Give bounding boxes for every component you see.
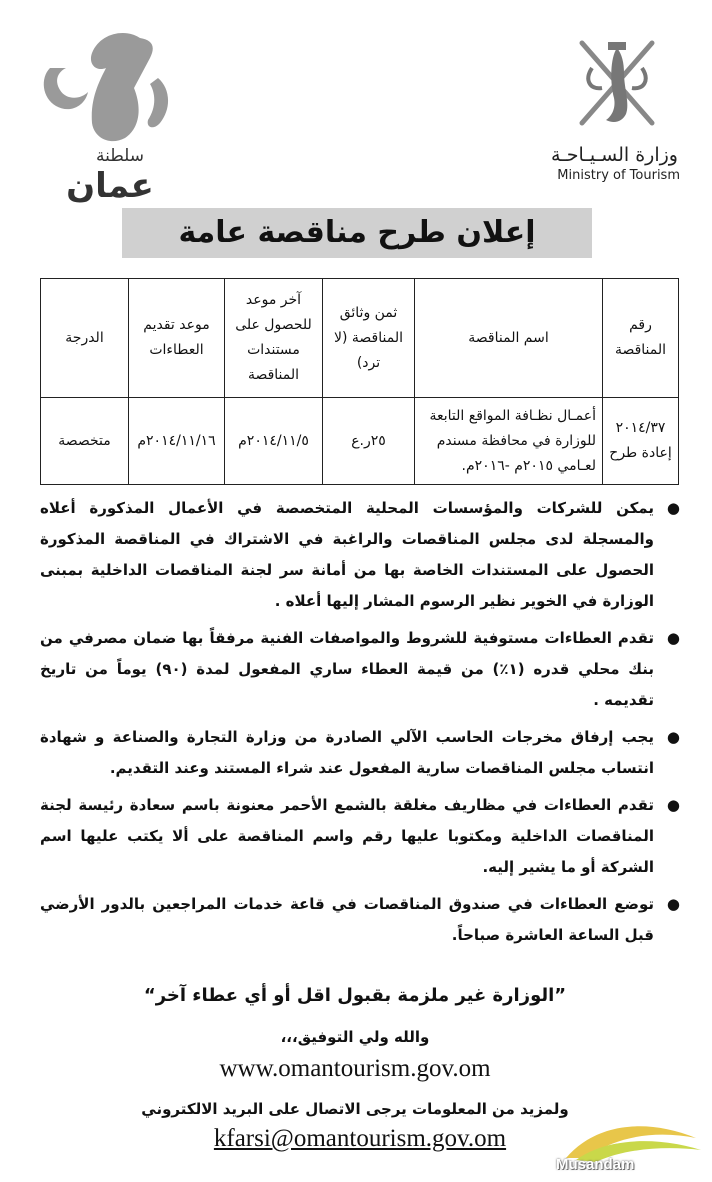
cell-tender-name: أعمـال نظـافة المواقع التابعة للوزارة في محافظة مسندم لعـامي ٢٠١٥م -٢٠١٦م. <box>415 398 603 485</box>
cell-submission-date: ٢٠١٤/١١/١٦م <box>129 398 225 485</box>
header-tender-name: اسم المناقصة <box>415 279 603 398</box>
header-document-price: ثمن وثائق المناقصة (لا ترد) <box>323 279 415 398</box>
ministry-name-ar: وزارة السـيـاحـة <box>551 144 678 166</box>
bullet-icon: ● <box>666 629 680 647</box>
table-header-row <box>41 279 679 398</box>
cell-document-price: ٢٥ر.ع <box>323 398 415 485</box>
contact-text: ولمزيد من المعلومات يرجى الاتصال على البريد الالكتروني <box>141 1100 569 1118</box>
bullet-icon: ● <box>666 796 680 814</box>
oman-emblem-icon <box>562 28 672 138</box>
bullet-icon: ● <box>666 499 680 517</box>
table-row <box>41 398 679 485</box>
page-title: إعلان طرح مناقصة عامة <box>122 208 592 258</box>
ministry-logo <box>540 28 685 188</box>
list-item <box>40 623 680 716</box>
oman-brand-logo <box>30 28 180 206</box>
condition-text: يجب إرفاق مخرجات الحاسب الآلي الصادرة من وزارة التجارة والصناعة و شهادة انتساب مجلس المناقصات سارية المفعول عند شراء المستند وعند التقديم. <box>40 728 654 777</box>
condition-text: يمكن للشركات والمؤسسات المحلية المتخصصة في الأعمال المذكورة أعلاه والمسجلة لدى مجلس المناقصات والراغبة في الاشتراك في المناقصة المذكورة الحصول على المستندات الخاصة بها من أمانة سر لجنة المناقصات الداخلية بمبنى الوزارة في الخوير نظير الرسوم المشار إليها أعلاه . <box>40 499 654 610</box>
header-submission-date: موعد تقديم العطاءات <box>129 279 225 398</box>
email-link[interactable]: kfarsi@omantourism.gov.om <box>213 1125 507 1152</box>
header-documents-deadline: آخر موعد للحصول على مستندات المناقصة <box>225 279 323 398</box>
cell-documents-deadline: ٢٠١٤/١١/٥م <box>225 398 323 485</box>
website-link[interactable]: www.omantourism.gov.om <box>219 1055 491 1082</box>
list-item <box>40 790 680 883</box>
ministry-name-en: Ministry of Tourism <box>557 168 680 183</box>
conditions-list <box>40 493 680 957</box>
oman-calligraphy-icon <box>30 28 180 153</box>
list-item <box>40 493 680 617</box>
brand-logo-line2: عمان <box>66 166 154 206</box>
musandam-watermark <box>556 1118 706 1178</box>
closing-line: والله ولي التوفيق،،، <box>280 1028 430 1046</box>
header-tender-number: رقم المناقصة <box>603 279 679 398</box>
cell-tender-number: ٢٠١٤/٣٧ إعادة طرح <box>603 398 679 485</box>
header-grade: الدرجة <box>41 279 129 398</box>
list-item <box>40 722 680 784</box>
disclaimer-notice: ”الوزارة غير ملزمة بقبول اقل أو أي عطاء آخر“ <box>143 985 567 1006</box>
watermark-text: Musandam <box>556 1156 635 1173</box>
condition-text: توضع العطاءات في صندوق المناقصات في قاعة خدمات المراجعين بالدور الأرضي قبل الساعة العاشرة صباحاً. <box>40 895 654 944</box>
condition-text: تقدم العطاءات في مظاريف مغلقة بالشمع الأحمر معنونة باسم سعادة رئيسة لجنة المناقصات الداخلية ومكتوبا عليها رقم واسم المناقصة على ألا يكتب عليها اسم الشركة أو ما يشير إليه. <box>40 796 654 876</box>
condition-text: تقدم العطاءات مستوفية للشروط والمواصفات الفنية مرفقاً بها ضمان مصرفي من بنك محلي قدره (١٪) من قيمة العطاء ساري المفعول لمدة (٩٠) يوماً من تاريخ تقديمه . <box>40 629 654 709</box>
bullet-icon: ● <box>666 728 680 746</box>
bullet-icon: ● <box>666 895 680 913</box>
cell-grade: متخصصة <box>41 398 129 485</box>
brand-logo-line1: سلطنة <box>95 146 145 166</box>
tender-table <box>40 278 679 485</box>
list-item <box>40 889 680 951</box>
